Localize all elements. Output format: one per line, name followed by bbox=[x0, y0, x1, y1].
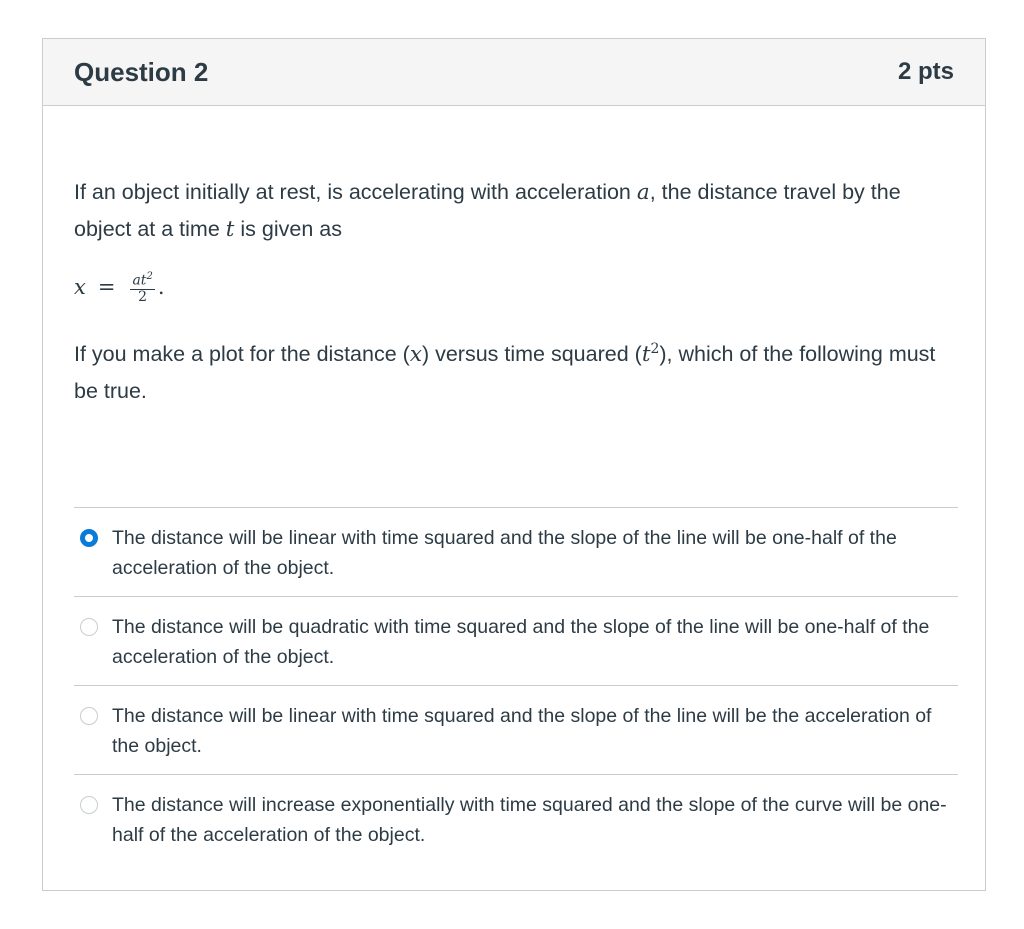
question-card bbox=[42, 38, 986, 891]
formula-period: . bbox=[157, 274, 165, 299]
answer-option-2[interactable] bbox=[74, 596, 958, 685]
radio-unselected-icon[interactable] bbox=[80, 707, 98, 725]
radio-unselected-icon[interactable] bbox=[80, 618, 98, 636]
text-run: ), which of the following must be true. bbox=[74, 342, 936, 404]
math-variable: a bbox=[636, 180, 650, 205]
answer-label[interactable]: The distance will increase exponentially with time squared and the slope of the curve will be one-half of the acceleration of the object. bbox=[112, 794, 947, 846]
answer-list bbox=[74, 507, 958, 863]
answer-label[interactable]: The distance will be quadratic with time squared and the slope of the line will be one-half of the acceleration of the object. bbox=[112, 616, 930, 668]
text-run: If an object initially at rest, is accelerating with acceleration bbox=[74, 180, 637, 204]
radio-selected-icon[interactable] bbox=[80, 529, 98, 547]
radio-unselected-icon[interactable] bbox=[80, 796, 98, 814]
question-title: Question 2 bbox=[74, 56, 209, 87]
formula-lhs: x bbox=[74, 274, 86, 299]
answer-option-1[interactable] bbox=[74, 507, 958, 596]
fraction-numerator bbox=[130, 269, 154, 290]
fraction-denominator: 2 bbox=[138, 288, 148, 305]
text-run: is given as bbox=[234, 217, 342, 241]
question-header bbox=[43, 39, 985, 106]
distance-formula bbox=[74, 266, 954, 308]
math-exponent: 2 bbox=[650, 341, 660, 357]
formula-fraction bbox=[130, 269, 154, 305]
math-variable: x bbox=[409, 342, 422, 368]
math-variable: t bbox=[641, 342, 651, 368]
math-variable: t bbox=[225, 217, 235, 242]
question-text bbox=[43, 106, 985, 410]
question-paragraph-2 bbox=[74, 331, 954, 410]
formula-equals: = bbox=[97, 274, 116, 299]
answer-option-4[interactable] bbox=[74, 774, 958, 863]
text-run: , the distance travel by the object at a time bbox=[74, 180, 901, 241]
question-paragraph-1 bbox=[74, 174, 954, 248]
numerator-text: at bbox=[132, 272, 147, 289]
answer-option-3[interactable] bbox=[74, 685, 958, 774]
question-points: 2 pts bbox=[897, 58, 954, 85]
text-run: If you make a plot for the distance ( bbox=[74, 342, 410, 367]
answer-label[interactable]: The distance will be linear with time squared and the slope of the line will be one-half of the acceleration of the object. bbox=[112, 527, 897, 579]
numerator-exponent: 2 bbox=[146, 271, 153, 283]
text-run: ) versus time squared ( bbox=[421, 342, 642, 367]
answer-label[interactable]: The distance will be linear with time squared and the slope of the line will be the acceleration of the object. bbox=[112, 705, 932, 757]
